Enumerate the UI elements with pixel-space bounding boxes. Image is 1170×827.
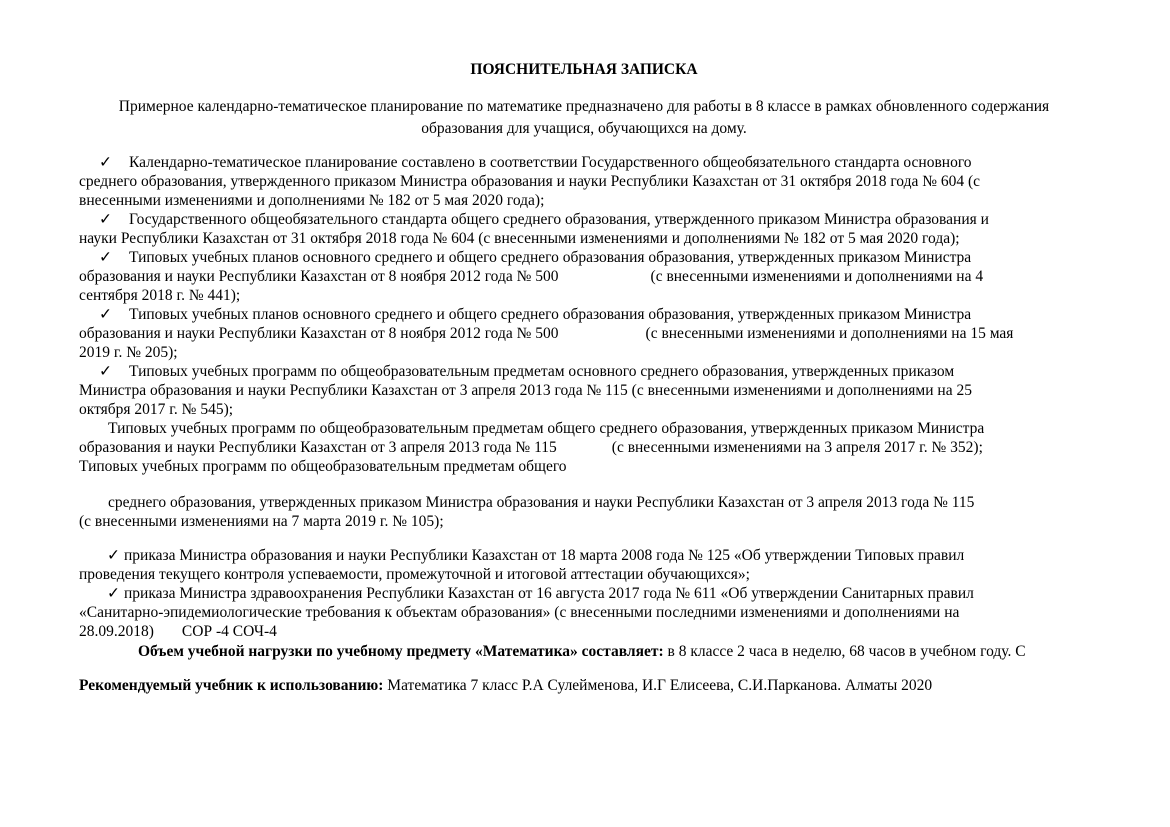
- workload-text: в 8 классе 2 часа в неделю, 68 часов в учебном году. С: [663, 643, 1026, 660]
- workload-paragraph: [138, 642, 1138, 661]
- orders-list: [79, 546, 1109, 641]
- checkmark-icon: ✓: [99, 211, 112, 228]
- list-item: ✓ приказа Министра образования и науки Республики Казахстан от 18 марта 2008 года № 125 «Об утверждении Типовых правил проведения текущего контроля успеваемости, промежуточной и итоговой аттестации обучающихся»;: [79, 547, 965, 583]
- list-item: ✓ приказа Министра здравоохранения Республики Казахстан от 16 августа 2017 года № 611 «Об утверждении Санитарных правил «Санитарно-эпидемиологические требования к объектам образования» (с внесенными последними изменениями и дополнениями на 28.09.2018) СОР -4 СОЧ-4: [79, 585, 974, 640]
- workload-label: Объем учебной нагрузки по учебному предмету «Математика» составляет:: [138, 643, 664, 660]
- checkmark-icon: ✓: [99, 154, 112, 171]
- textbook-text: Математика 7 класс Р.А Сулейменова, И.Г Елисеева, С.И.Парканова. Алматы 2020: [383, 677, 933, 694]
- assessment-counts: СОР -4 СОЧ-4: [181, 623, 277, 640]
- list-item: ✓ Государственного общеобязательного стандарта общего среднего образования, утвержденного приказом Министра образования и науки Республики Казахстан от 31 октября 2018 года № 604 (с внесенными изменениями и дополнениями № 182 от 5 мая 2020 года);: [79, 211, 989, 247]
- checkmark-icon: ✓: [107, 547, 120, 564]
- checkmark-icon: ✓: [99, 249, 112, 266]
- continuation-paragraph: среднего образования, утвержденных приказом Министра образования и науки Республики Казахстан от 3 апреля 2013 года № 115 (с внесенными изменениями на 7 марта 2019 г. № 105);: [79, 494, 975, 530]
- document-title: ПОЯСНИТЕЛЬНАЯ ЗАПИСКА: [470, 61, 698, 78]
- checkmark-icon: ✓: [99, 363, 112, 380]
- list-item: ✓ Календарно-тематическое планирование составлено в соответствии Государственного общеобязательного стандарта основного среднего образования, утвержденного приказом Министра образования и науки Республики Казахстан от 31 октября 2018 года № 604 (с внесенными изменениями и дополнениями № 182 от 5 мая 2020 года);: [79, 154, 981, 209]
- list-item: ✓ Типовых учебных планов основного среднего и общего среднего образования образования, утвержденных приказом Министра образования и науки Республики Казахстан от 8 ноября 2012 года № 500 (с внесенными изменениями и дополнениями на 4 сентября 2018 г. № 441);: [79, 249, 984, 304]
- textbook-label: Рекомендуемый учебник к использованию:: [79, 677, 384, 694]
- list-item: ✓ Типовых учебных программ по общеобразовательным предметам основного среднего образования, утвержденных приказом Министра образования и науки Республики Казахстан от 3 апреля 2013 года № 115 (с внесенными изменениями и дополнениями на 25 октября 2017 г. № 545);: [79, 363, 972, 418]
- textbook-paragraph: [79, 676, 1109, 695]
- checkmark-icon: ✓: [107, 585, 120, 602]
- list-item: ✓ Типовых учебных планов основного среднего и общего среднего образования образования, утвержденных приказом Министра образования и науки Республики Казахстан от 8 ноября 2012 года № 500 (с внесенными изменениями и дополнениями на 15 мая 2019 г. № 205);: [79, 306, 1014, 361]
- checkmark-icon: ✓: [99, 306, 112, 323]
- regulation-list: [79, 153, 1109, 476]
- list-item: Типовых учебных программ по общеобразовательным предметам общего среднего образования, утвержденных приказом Министра образования и науки Республики Казахстан от 3 апреля 2013 года № 115 (с внесенными изменениями на 3 апреля 2017 г. № 352); Типовых учебных программ по общеобразовательным предметам общего: [79, 420, 985, 475]
- intro-paragraph: Примерное календарно-тематическое планирование по математике предназначено для работы в 8 классе в рамках обновленного содержания образования для учащися, обучающихся на дому.: [118, 98, 1050, 137]
